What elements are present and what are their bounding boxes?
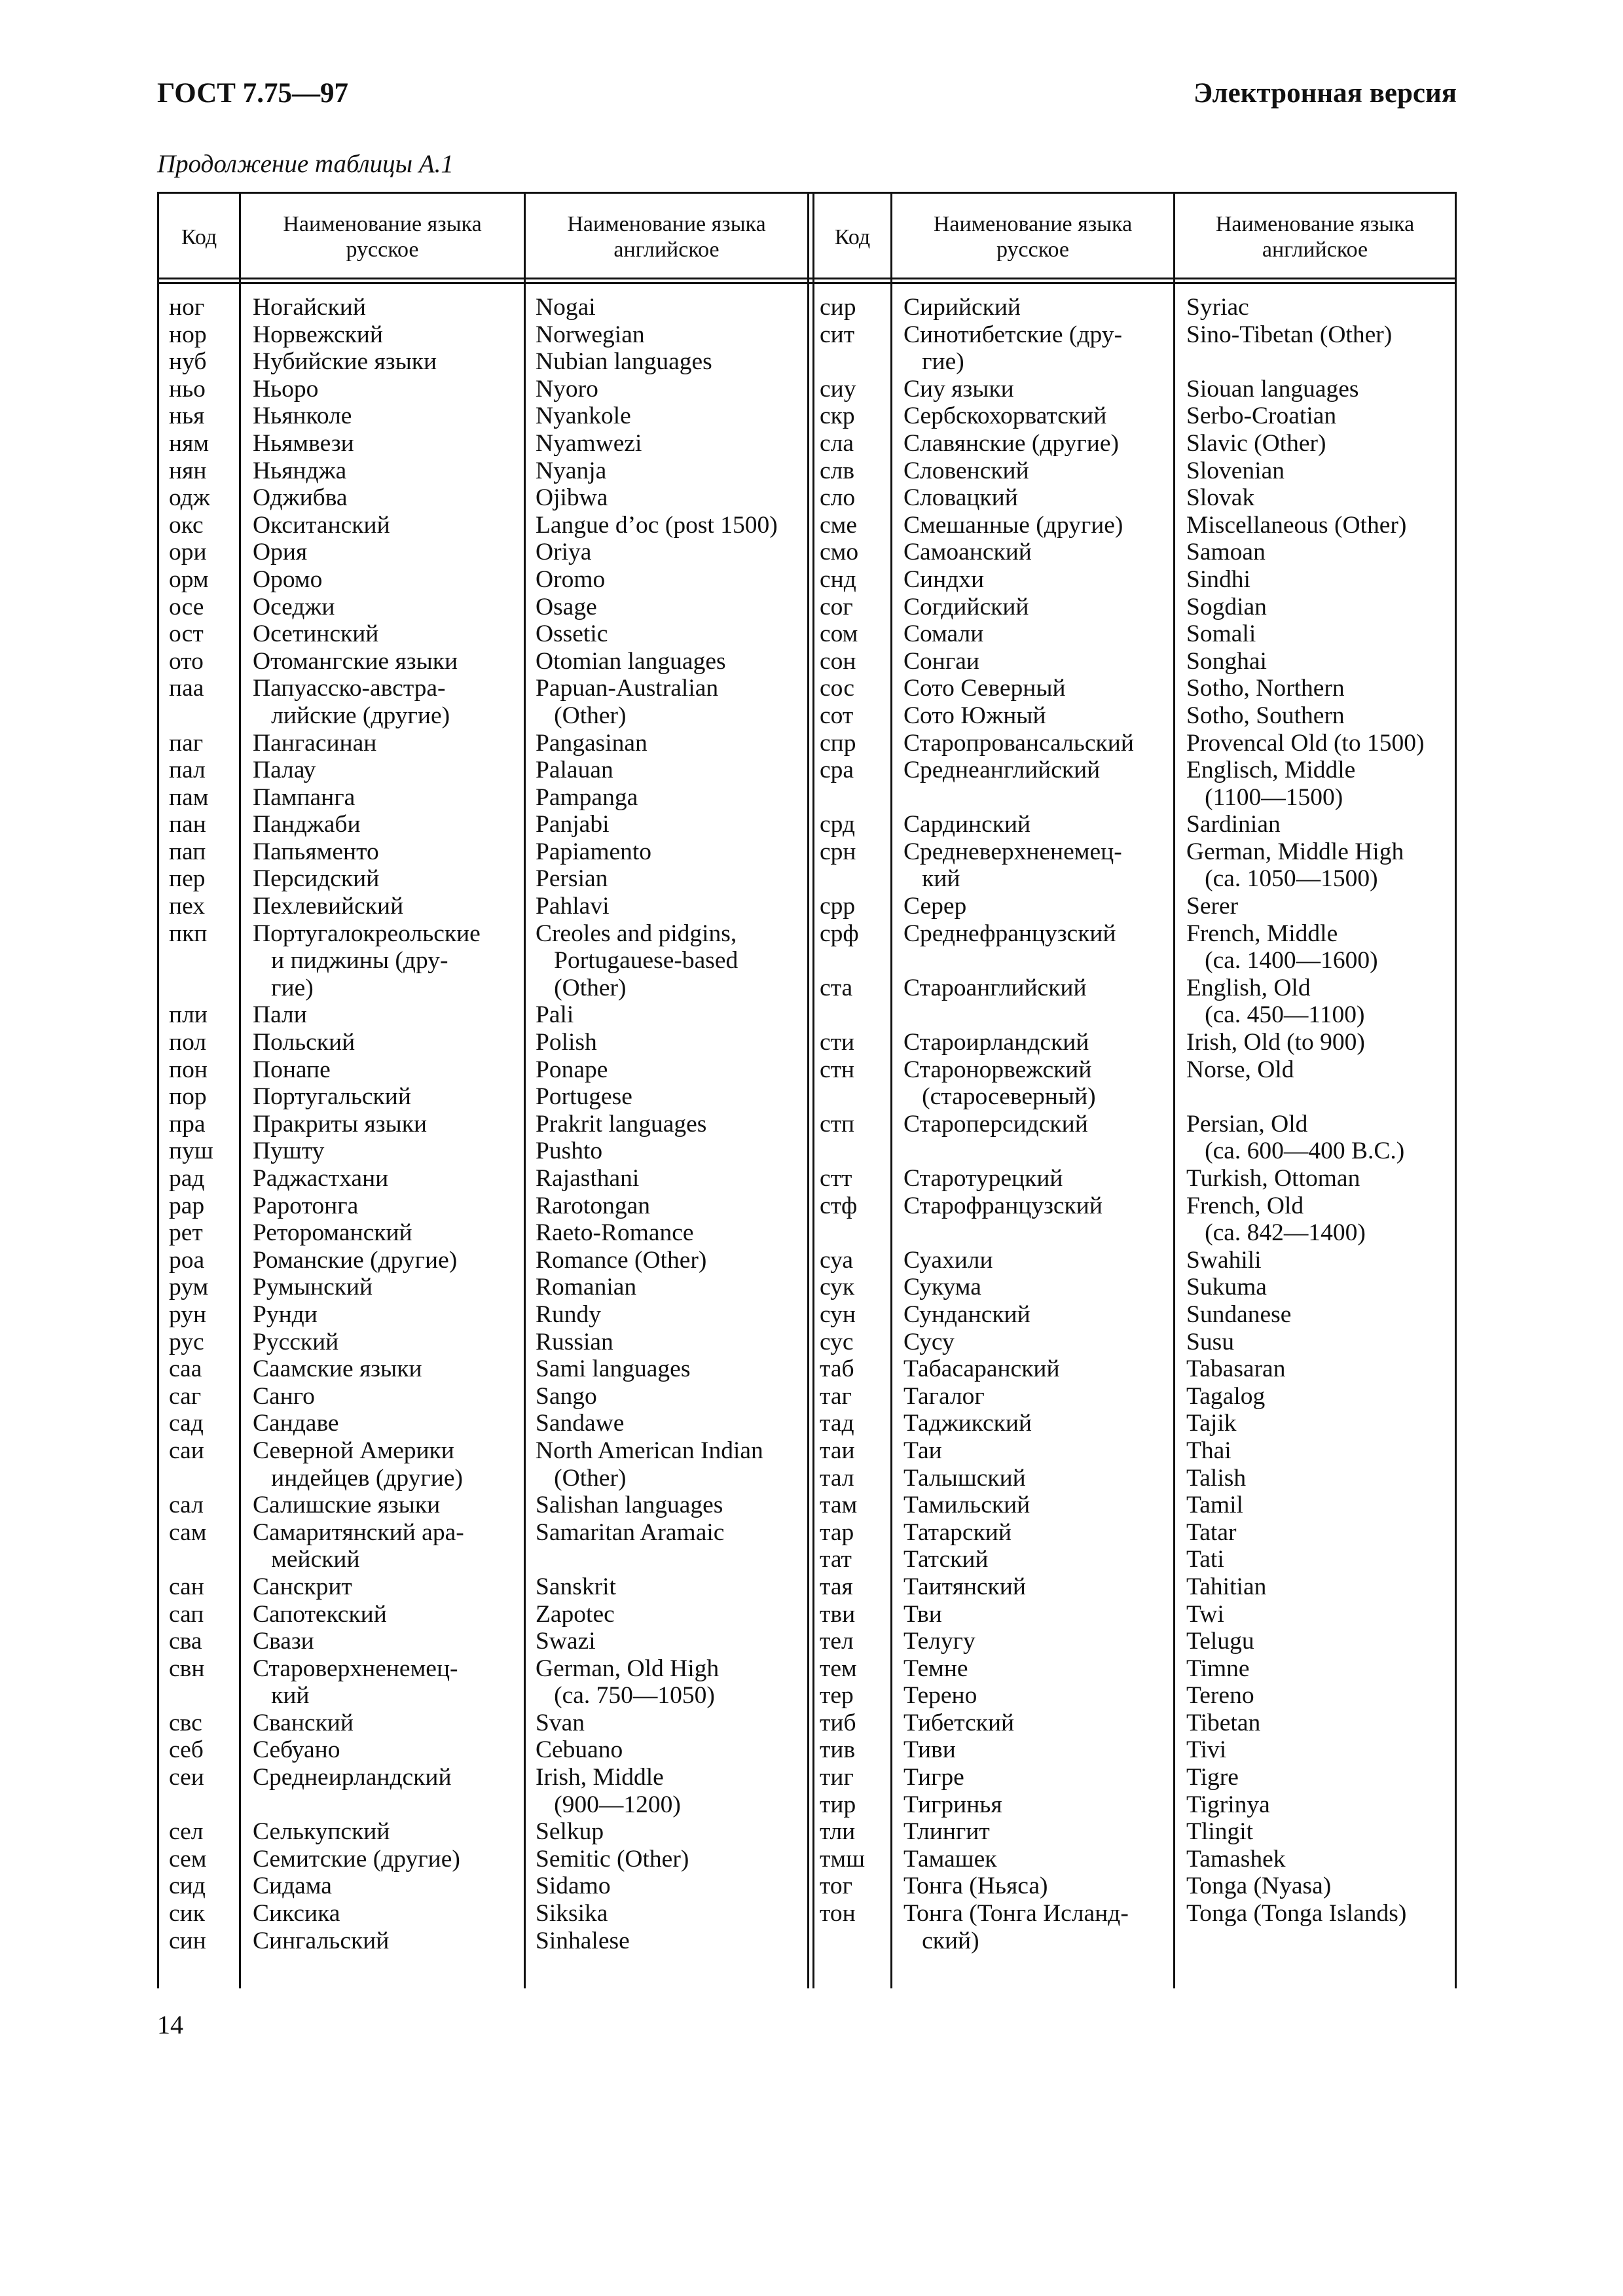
col-line-1 — [239, 192, 241, 1988]
col-header-russian-right: Наименование языка русское — [933, 212, 1133, 262]
col-line-5 — [1173, 192, 1175, 1988]
page-number: 14 — [157, 2010, 183, 2039]
col-line-2 — [524, 192, 526, 1988]
col-line-0 — [157, 192, 159, 1988]
header-edition-label: Электронная версия — [1193, 78, 1457, 109]
col-line-3a — [807, 192, 809, 1988]
left-codes-column: ног нор нуб ньо нья ням нян одж окс ори орм осе ост ото паа паг пал пам пан пап пер пех пкп пли пол пон пор пра пуш рад рар рет роа рум рун рус саа саг сад саи сал сам сан сап сва свн свс себ сеи сел сем сид сик син — [169, 294, 213, 1954]
left-english-column: Nogai Norwegian Nubian languages Nyoro Nyankole Nyamwezi Nyanja Ojibwa Langue d’oc (post 1500) Oriya Oromo Osage Ossetic Otomian languages Papuan-Australian (Other) Pangasinan Palauan Pampanga Panjabi Papiamento Persian Pahlavi Creoles and pidgins, Portugauese-based (Other) Pali Polish Ponape Portugese Prakrit languages Pushto Rajasthani Rarotongan Raeto-Romance Romance (Other) Romanian Rundy Russian Sami languages Sango Sandawe North American Indian (Other) Salishan languages Samaritan Aramaic Sanskrit Zapotec Swazi German, Old High (ca. 750—1050) Svan Cebuano Irish, Middle (900—1200) Selkup Semitic (Other) Sidamo Siksika Sinhalese — [536, 294, 778, 1954]
col-line-3b — [812, 192, 814, 1988]
col-header-code-left: Код — [181, 224, 217, 249]
right-codes-column: сир сит сиу скр сла слв сло сме смо снд сог сом сон сос сот спр сра срд срн срр срф ста сти стн стп стт стф суа сук сун сус таб таг тад таи тал там тар тат тая тви тел тем тер тиб тив тиг тир тли тмш тог тон — [820, 294, 865, 1928]
table-caption: Продолжение таблицы А.1 — [157, 150, 454, 178]
left-russian-column: Ногайский Норвежский Нубийские языки Ньоро Ньянколе Ньямвези Ньянджа Оджибва Окситанский Ория Оромо Оседжи Осетинский Отомангские языки Папуасско-австра- лийские (другие) Пангасинан Палау Пампанга Панджаби Папьяменто Персидский Пехлевийский Португалокреольские и пиджины (дру- гие) Пали Польский Понапе Португальский Пракриты языки Пушту Раджастхани Раротонга Ретороманский Романские (другие) Румынский Рунди Русский Саамские языки Санго Сандаве Северной Америки индейцев (другие) Салишские языки Самаритянский ара- мейский Санскрит Сапотекский Свази Староверхненемец- кий Сванский Себуано Среднеирландский Селькупский Семитские (другие) Сидама Сиксика Сингальский — [253, 294, 481, 1954]
col-header-code-right: Код — [834, 224, 871, 249]
col-line-4 — [890, 192, 892, 1988]
col-line-6 — [1455, 192, 1457, 1988]
col-header-russian-left: Наименование языка русское — [283, 212, 482, 262]
right-russian-column: Сирийский Синотибетские (дру- гие) Сиу языки Сербскохорватский Славянские (другие) Словенский Словацкий Смешанные (другие) Самоанский Синдхи Согдийский Сомали Сонгаи Сото Северный Сото Южный Старопровансальский Среднеанглийский Сардинский Средневерхненемец- кий Серер Среднефранцузский Староанглийский Староирландский Старонорвежский (старосеверный) Староперсидский Старотурецкий Старофранцузский Суахили Сукума Сунданский Сусу Табасаранский Тагалог Таджикский Таи Талышский Тамильский Татарский Татский Таитянский Тви Телугу Темне Терено Тибетский Тиви Тигре Тигринья Тлингит Тамашек Тонга (Ньяса) Тонга (Тонга Исланд- ский) — [903, 294, 1134, 1954]
header-standard-number: ГОСТ 7.75—97 — [157, 78, 348, 109]
col-header-english-right: Наименование языка английское — [1215, 212, 1415, 262]
right-english-column: Syriac Sino-Tibetan (Other) Siouan languages Serbo-Croatian Slavic (Other) Slovenian Slovak Miscellaneous (Other) Samoan Sindhi Sogdian Somali Songhai Sotho, Northern Sotho, Southern Provencal Old (to 1500) Englisch, Middle (1100—1500) Sardinian German, Middle High (ca. 1050—1500) Serer French, Middle (ca. 1400—1600) English, Old (ca. 450—1100) Irish, Old (to 900) Norse, Old Persian, Old (ca. 600—400 B.C.) Turkish, Ottoman French, Old (ca. 842—1400) Swahili Sukuma Sundanese Susu Tabasaran Tagalog Tajik Thai Talish Tamil Tatar Tati Tahitian Twi Telugu Timne Tereno Tibetan Tivi Tigre Tigrinya Tlingit Tamashek Tonga (Nyasa) Tonga (Tonga Islands) — [1186, 294, 1425, 1928]
col-header-english-left: Наименование языка английское — [567, 212, 766, 262]
